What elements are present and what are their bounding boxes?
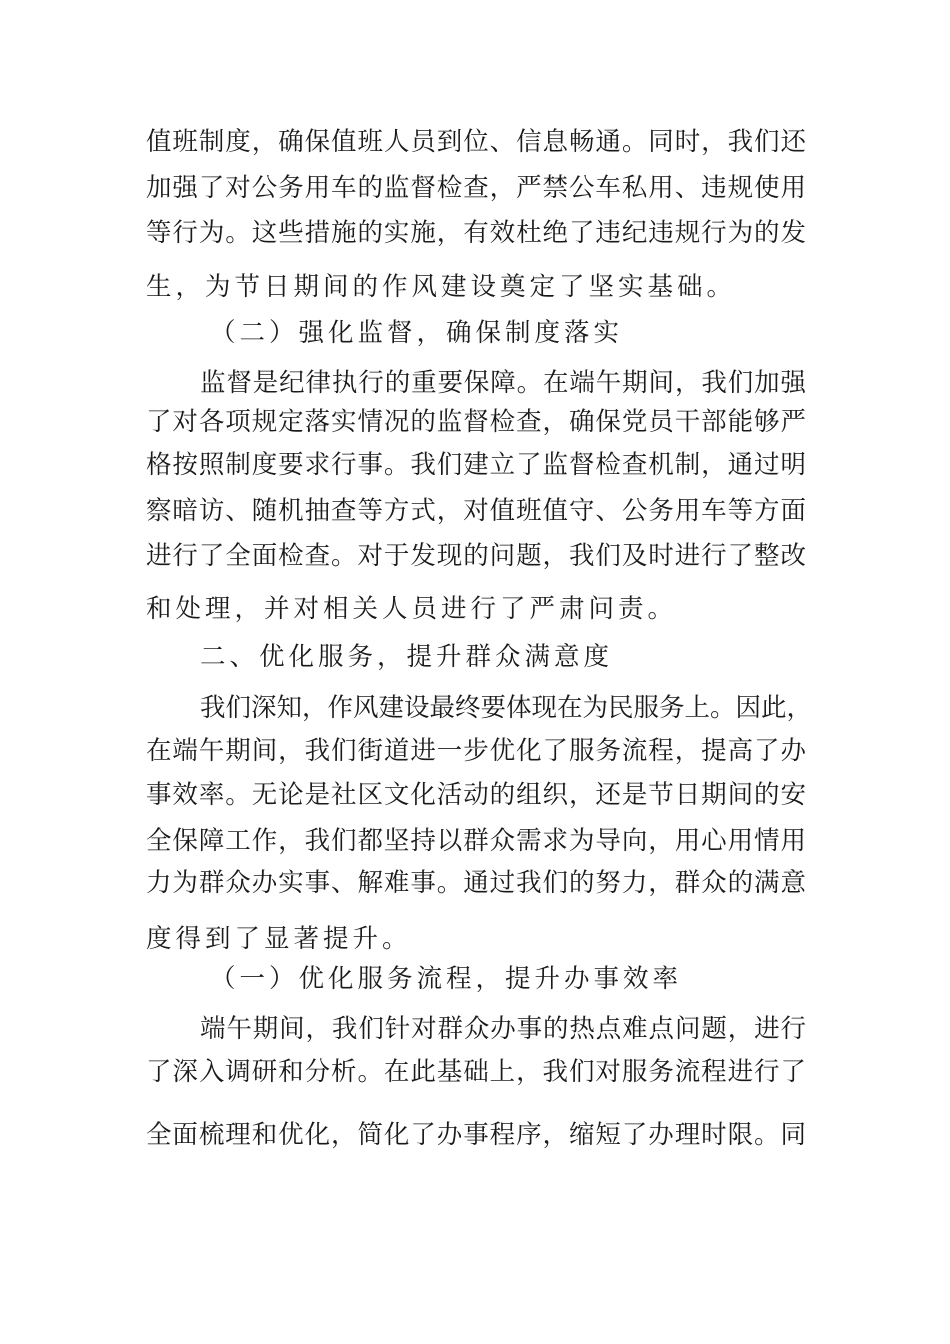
paragraph-line: 度得到了显著提升。 — [146, 924, 412, 954]
paragraph-line: 和处理，并对相关人员进行了严肃问责。 — [146, 594, 678, 624]
paragraph-line: 全保障工作，我们都坚持以群众需求为导向，用心用情用 — [146, 826, 806, 856]
paragraph-line: 值班制度，确保值班人员到位、信息畅通。同时，我们还 — [146, 127, 806, 157]
paragraph-line: 格按照制度要求行事。我们建立了监督检查机制，通过明 — [146, 450, 806, 480]
paragraph-line: 了深入调研和分析。在此基础上，我们对服务流程进行了 — [146, 1057, 806, 1087]
section-heading: （一）优化服务流程，提升办事效率 — [210, 964, 683, 994]
paragraph-line: 端午期间，我们针对群众办事的热点难点问题，进行 — [200, 1014, 806, 1044]
paragraph-line: 了对各项规定落实情况的监督检查，确保党员干部能够严 — [146, 407, 806, 437]
paragraph-line: 等行为。这些措施的实施，有效杜绝了违纪违规行为的发 — [146, 218, 806, 248]
paragraph-line: 生，为节日期间的作风建设奠定了坚实基础。 — [146, 272, 737, 302]
paragraph-line: 进行了全面检查。对于发现的问题，我们及时进行了整改 — [146, 541, 806, 571]
paragraph-line: 我们深知，作风建设最终要体现在为民服务上。因此， — [200, 693, 813, 723]
paragraph-line: 加强了对公务用车的监督检查，严禁公车私用、违规使用 — [146, 173, 806, 203]
paragraph-line: 全面梳理和优化，简化了办事程序，缩短了办理时限。同 — [146, 1120, 806, 1150]
paragraph-line: 事效率。无论是社区文化活动的组织，还是节日期间的安 — [146, 780, 806, 810]
section-heading: （二）强化监督，确保制度落实 — [210, 318, 624, 348]
paragraph-line: 在端午期间，我们街道进一步优化了服务流程，提高了办 — [146, 736, 806, 766]
section-heading: 二、优化服务，提升群众满意度 — [200, 642, 614, 672]
paragraph-line: 察暗访、随机抽查等方式，对值班值守、公务用车等方面 — [146, 496, 806, 526]
paragraph-line: 监督是纪律执行的重要保障。在端午期间，我们加强 — [200, 368, 806, 398]
paragraph-line: 力为群众办实事、解难事。通过我们的努力，群众的满意 — [146, 868, 806, 898]
